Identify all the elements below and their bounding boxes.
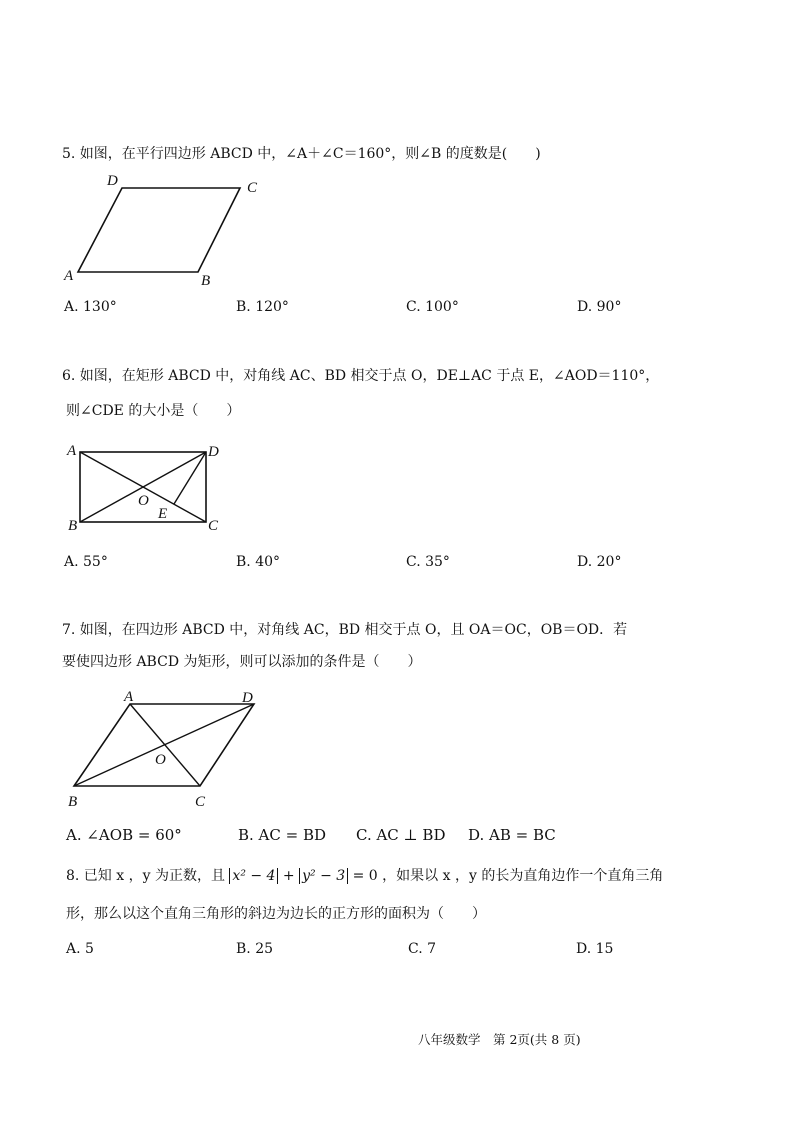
q7-option-d: D. AB = BC: [468, 826, 556, 844]
q5-label-a: A: [64, 268, 74, 284]
q6-option-d: D. 20°: [577, 554, 622, 570]
q6-text-line1: 6. 如图，在矩形 ABCD 中，对角线 AC、BD 相交于点 O，DE⊥AC 于点 E，∠AOD＝110°，: [62, 368, 660, 384]
q7-quadrilateral-svg: [62, 686, 282, 811]
q7-text-line2: 要使四边形 ABCD 为矩形，则可以添加的条件是（ ）: [62, 654, 422, 670]
q5-label-c: C: [247, 180, 258, 196]
q7-label-d: D: [242, 690, 253, 706]
page-footer: 八年级数学 第 2页(共 8 页): [418, 1032, 581, 1047]
q8-option-b: B. 25: [236, 941, 274, 957]
q5-label-b: B: [201, 273, 211, 289]
q8-option-c: C. 7: [408, 941, 437, 957]
q7-quadrilateral-figure: [62, 686, 282, 811]
q8-option-a: A. 5: [66, 941, 94, 957]
q5-parallelogram-shape: [78, 188, 240, 272]
q7-option-c: C. AC ⊥ BD: [356, 826, 446, 844]
q7-option-a: A. ∠AOB = 60°: [66, 826, 182, 844]
q7-text-line1: 7. 如图，在四边形 ABCD 中，对角线 AC，BD 相交于点 O，且 OA＝OC，OB＝OD．若: [62, 622, 628, 638]
q8-plus: +: [282, 868, 295, 884]
q6-option-b: B. 40°: [236, 554, 281, 570]
q6-segment-de: [174, 452, 206, 504]
q8-text-line1: [66, 866, 663, 886]
q6-label-a: A: [67, 443, 77, 459]
q6-text-line2: 则∠CDE 的大小是（ ）: [66, 403, 241, 419]
q6-label-e: E: [158, 506, 168, 522]
q6-label-c: C: [208, 518, 219, 534]
q5-parallelogram-svg: [60, 172, 280, 292]
q5-label-d: D: [107, 173, 118, 189]
q5-option-a: A. 130°: [64, 299, 117, 315]
q8-abs-x: x² − 4: [229, 868, 278, 884]
q7-label-o: O: [155, 752, 166, 768]
q7-label-c: C: [195, 794, 206, 810]
q6-label-d: D: [208, 444, 219, 460]
q8-suffix: ，如果以 x ，y 的长为直角边作一个直角三角: [382, 868, 664, 884]
q7-option-b: B. AC = BD: [238, 826, 327, 844]
q7-label-a: A: [124, 689, 134, 705]
q5-text: 5. 如图，在平行四边形 ABCD 中，∠A＋∠C＝160°，则∠B 的度数是( ): [62, 146, 541, 162]
q6-rectangle-svg: [62, 440, 232, 540]
q5-option-d: D. 90°: [577, 299, 622, 315]
q6-label-o: O: [138, 493, 149, 509]
q8-text-line2: 形，那么以这个直角三角形的斜边为边长的正方形的面积为（ ）: [66, 906, 486, 922]
q8-prefix: 8. 已知 x ，y 为正数，且: [66, 868, 225, 884]
q6-option-a: A. 55°: [64, 554, 108, 570]
q6-label-b: B: [68, 518, 78, 534]
q5-parallelogram-figure: [60, 172, 280, 292]
q7-label-b: B: [68, 794, 78, 810]
q8-abs-y: y² − 3: [299, 868, 348, 884]
q8-eq: = 0: [352, 868, 378, 884]
q6-rectangle-figure: [62, 440, 232, 540]
q5-option-b: B. 120°: [236, 299, 289, 315]
q8-option-d: D. 15: [576, 941, 614, 957]
q5-option-c: C. 100°: [406, 299, 459, 315]
q6-option-c: C. 35°: [406, 554, 450, 570]
